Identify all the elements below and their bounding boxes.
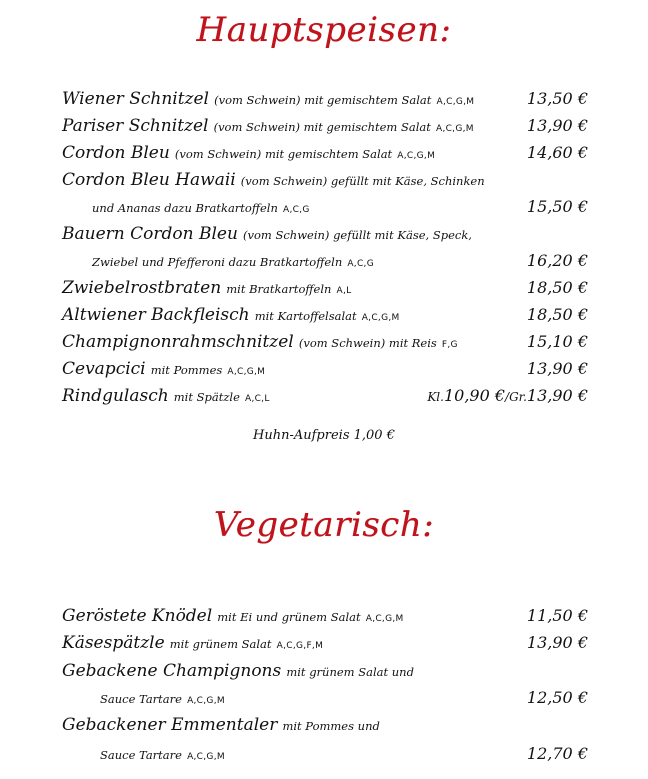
menu-item (0, 658, 648, 684)
item-name: Gebackene Champignons (62, 661, 282, 681)
item-name: Geröstete Knödel (62, 606, 213, 626)
item-desc: (vom Schwein) mit gemischtem Salat (213, 120, 431, 134)
item-name: Bauern Cordon Bleu (62, 224, 238, 244)
menu-item (0, 140, 648, 166)
item-desc: (vom Schwein) mit gemischtem Salat (174, 147, 393, 161)
item-desc: (vom Schwein) gefüllt mit Käse, Schinken (240, 174, 485, 188)
allergen-codes: A,C,G,F,M (276, 641, 324, 651)
item-desc: mit grünem Salat und (286, 665, 414, 679)
allergen-codes: A,C,G,M (187, 696, 225, 706)
item-price: 18,50 € (526, 278, 588, 297)
allergen-codes: A,C,G (282, 205, 310, 215)
allergen-codes: A,C,G,M (187, 752, 225, 762)
vegetarian-heading: Vegetarisch: (213, 505, 435, 545)
item-desc-line2: Zwiebel und Pfefferoni dazu Bratkartoffeln (92, 255, 343, 269)
allergen-codes: A,C,G,M (397, 151, 436, 161)
allergen-codes: F,G (441, 340, 458, 350)
menu-item-continuation (0, 248, 648, 274)
item-desc: (vom Schwein) gefüllt mit Käse, Speck, (243, 228, 472, 242)
price-separator: / (505, 390, 510, 404)
item-name: Zwiebelrostbraten (62, 278, 222, 298)
item-price: 13,50 € (526, 89, 588, 108)
item-desc-line2: Sauce Tartare (100, 748, 182, 762)
menu-item (0, 356, 648, 382)
menu-item (0, 603, 648, 629)
menu-item (0, 86, 648, 112)
menu-item-continuation (0, 741, 648, 767)
menu-item (0, 383, 648, 409)
item-desc-line2: Sauce Tartare (100, 692, 182, 706)
item-desc: mit grünem Salat (169, 637, 272, 651)
size-small-label: Kl. (427, 390, 444, 404)
size-large-label: Gr. (509, 390, 527, 404)
item-desc: mit Kartoffelsalat (254, 309, 357, 323)
allergen-codes: A,L (336, 286, 352, 296)
menu-item (0, 167, 648, 193)
item-desc: (vom Schwein) mit gemischtem Salat (214, 93, 432, 107)
item-name: Rindgulasch (62, 386, 169, 406)
item-desc: mit Pommes (150, 363, 223, 377)
allergen-codes: A,C,G (347, 259, 374, 269)
item-price: 13,90 € (526, 359, 588, 378)
item-name: Pariser Schnitzel (62, 116, 209, 136)
item-name: Cordon Bleu Hawaii (62, 170, 236, 190)
menu-item-continuation (0, 685, 648, 711)
item-desc: mit Pommes und (282, 719, 380, 733)
item-price: 16,20 € (526, 251, 588, 270)
item-price: 18,50 € (526, 305, 588, 324)
menu-item (0, 113, 648, 139)
menu-item (0, 630, 648, 656)
menu-item (0, 302, 648, 328)
item-price: 12,50 € (526, 688, 588, 707)
item-price: 15,10 € (526, 332, 588, 351)
allergen-codes: A,C,G,M (227, 367, 266, 377)
item-desc: (vom Schwein) mit Reis (298, 336, 437, 350)
item-desc-line2: und Ananas dazu Bratkartoffeln (92, 201, 278, 215)
item-price: 11,50 € (526, 606, 588, 625)
allergen-codes: A,C,G,M (435, 124, 474, 134)
item-name: Käsespätzle (62, 633, 165, 653)
surcharge-note: Huhn-Aufpreis 1,00 € (253, 428, 395, 443)
item-name: Altwiener Backfleisch (62, 305, 250, 325)
allergen-codes: A,C,L (244, 394, 270, 404)
item-price: 15,50 € (526, 197, 588, 216)
item-name: Wiener Schnitzel (62, 89, 209, 109)
menu-item-continuation (0, 194, 648, 220)
price-small: 10,90 € (443, 386, 506, 405)
item-price: 13,90 € (526, 633, 588, 652)
allergen-codes: A,C,G,M (436, 97, 475, 107)
allergen-codes: A,C,G,M (361, 313, 400, 323)
item-desc: mit Ei und grünem Salat (217, 610, 361, 624)
allergen-codes: A,C,G,M (365, 614, 404, 624)
item-desc: mit Bratkartoffeln (226, 282, 332, 296)
menu-item (0, 221, 648, 247)
item-price: 14,60 € (526, 143, 588, 162)
menu-item (0, 712, 648, 738)
menu-item (0, 275, 648, 301)
item-name: Cordon Bleu (62, 143, 170, 163)
menu-item (0, 329, 648, 355)
item-name: Champignonrahmschnitzel (62, 332, 294, 352)
price-large: 13,90 € (526, 386, 588, 405)
item-price: 12,70 € (526, 744, 588, 763)
item-price: 13,90 € (526, 116, 588, 135)
item-name: Gebackener Emmentaler (62, 715, 278, 735)
item-name: Cevapcici (62, 359, 146, 379)
main-course-heading: Hauptspeisen: (196, 10, 452, 50)
item-price-sizes (427, 383, 588, 410)
item-desc: mit Spätzle (173, 390, 240, 404)
